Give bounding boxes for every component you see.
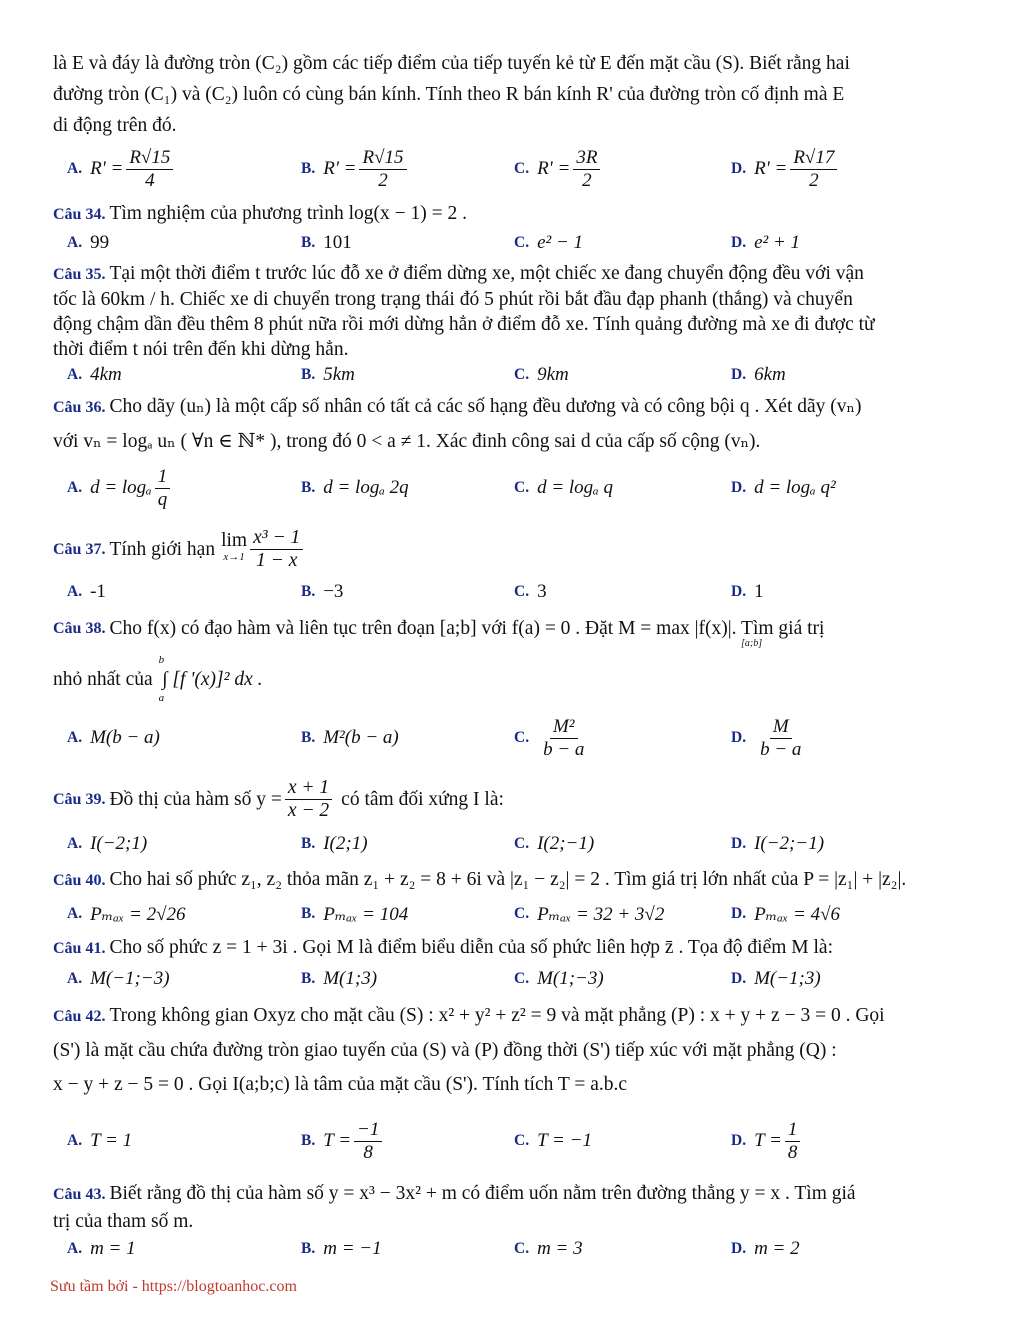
option-c[interactable]: C. R' = $\frac{3R}{2}$ xyxy=(514,141,603,197)
option-c[interactable]: C. 9km xyxy=(514,364,569,385)
question-text-line-1: Tại một thời điểm t trước lúc đỗ xe ở điểm dừng xe, một chiếc xe đang chuyển động đều với vận xyxy=(109,263,864,284)
question-38-line-2: nhỏ nhất của b a ∫ [f '(x)]² dx . xyxy=(53,654,263,704)
option-b[interactable]: B. T = $\frac{-1}{8}$ xyxy=(301,1106,385,1176)
q41-options xyxy=(53,962,981,996)
fraction: $\frac{\text{M²}}{b - a}$ xyxy=(543,715,585,760)
q38-options xyxy=(53,708,981,768)
option-a[interactable]: A. M(b − a) xyxy=(67,727,160,748)
question-label: Câu 37. xyxy=(53,540,106,558)
option-d[interactable]: D. 6km xyxy=(731,364,786,385)
question-label: Câu 41. xyxy=(53,940,106,957)
option-d[interactable]: D. m = 2 xyxy=(731,1238,800,1259)
fraction: $\frac{x + 1}{x - 2}$ xyxy=(285,777,332,822)
q37-options xyxy=(53,577,981,607)
option-a[interactable]: A. m = 1 xyxy=(67,1238,136,1259)
question-text-line-1: Cho dãy (uₙ) là một cấp số nhân có tất cả các số hạng đều dương và có công bội q . Xét dãy (vₙ) xyxy=(109,396,862,417)
q34-options xyxy=(53,228,981,258)
option-b[interactable]: B. 101 xyxy=(301,232,352,253)
option-b[interactable]: B. M(1;3) xyxy=(301,968,378,989)
option-d[interactable]: D. d = logₐ q² xyxy=(731,477,836,498)
question-text: Cho hai số phức z₁, z₂ thỏa mãn z₁ + z₂ = 8 + 6i và |z₁ − z₂| = 2 . Tìm giá trị lớn nhất của P = |z₁| + |z₂|. xyxy=(109,869,907,890)
option-c[interactable]: C. T = −1 xyxy=(514,1130,592,1151)
option-b[interactable]: B. M²(b − a) xyxy=(301,727,399,748)
option-b[interactable]: B. −3 xyxy=(301,581,344,602)
fraction: $\frac{R√15}{4}$ xyxy=(126,147,173,192)
intro-line-1: là E và đáy là đường tròn (C₂) gồm các tiếp điểm của tiếp tuyến kẻ từ E đến mặt cầu (S). Biết rằng hai xyxy=(53,53,850,74)
intro-options xyxy=(53,141,981,197)
option-c[interactable]: C. 3 xyxy=(514,581,547,602)
fraction: $\frac{R√15}{2}$ xyxy=(359,147,406,192)
question-35 xyxy=(53,261,981,287)
question-36 xyxy=(53,391,981,424)
question-36-line-2: với vₙ = logₐ uₙ ( ∀n ∈ ℕ* ), trong đó 0 < a ≠ 1. Xác đinh công sai d của cấp số cộng (vₙ). xyxy=(53,431,761,452)
fraction: $\frac{M}{b - a}$ xyxy=(760,715,802,760)
q43-options xyxy=(53,1234,981,1264)
option-a[interactable]: A. R' = $\frac{R√15}{4}$ xyxy=(67,141,176,197)
option-a[interactable]: A. -1 xyxy=(67,581,106,602)
question-42 xyxy=(53,999,981,1034)
option-c[interactable]: C. e² − 1 xyxy=(514,232,584,253)
fraction: $\frac{3R}{2}$ xyxy=(573,147,600,192)
question-label: Câu 39. xyxy=(53,790,106,808)
option-d[interactable]: D. M(−1;3) xyxy=(731,968,821,989)
q40-options xyxy=(53,897,981,931)
question-42-line-3: x − y + z − 5 = 0 . Gọi I(a;b;c) là tâm của mặt cầu (S'). Tính tích T = a.b.c xyxy=(53,1074,628,1095)
intro-line-3: di động trên đó. xyxy=(53,115,177,136)
option-c[interactable]: C. I(2;−1) xyxy=(514,833,595,854)
option-d[interactable]: D. Pₘₐₓ = 4√6 xyxy=(731,903,841,925)
option-d[interactable]: D. $\frac{M}{b - a}$ xyxy=(731,708,807,768)
option-b[interactable]: B. 5km xyxy=(301,364,355,385)
fraction: $\frac{\text{x³ − 1}}{1 - x}$ xyxy=(250,527,303,572)
q42-options xyxy=(53,1106,981,1176)
question-text: Tìm nghiệm của phương trình log(x − 1) = 2 . xyxy=(109,203,467,224)
footer-source-link[interactable]: Sưu tầm bởi - https://blogtoanhoc.com xyxy=(50,1278,297,1295)
integral: ∫ [f '(x)]² dx . xyxy=(162,668,263,690)
fraction: $\frac{-1}{8}$ xyxy=(354,1119,382,1164)
fraction: $\frac{1}{q}$ xyxy=(155,466,171,511)
question-label: Câu 34. xyxy=(53,206,106,223)
option-c[interactable]: C. m = 3 xyxy=(514,1238,583,1259)
option-a[interactable]: A. d = logₐ $\frac{1}{q}$ xyxy=(67,458,173,518)
question-42-line-2: (S') là mặt cầu chứa đường tròn giao tuyến của (S) và (P) đồng thời (S') tiếp xúc với mặt phẳng (Q) : xyxy=(53,1040,837,1061)
question-text-line-1: Biết rằng đồ thị của hàm số y = x³ − 3x² + m có điểm uốn nằm trên đường thẳng y = x . Tìm giá xyxy=(109,1183,856,1204)
option-a[interactable]: A. Pₘₐₓ = 2√26 xyxy=(67,903,186,925)
max-subscript: [a;b] xyxy=(741,638,763,649)
q35-options xyxy=(53,362,981,388)
question-text-line-1: Cho f(x) có đạo hàm và liên tục trên đoạn [a;b] với f(a) = 0 . Đặt M = max |f(x)|. Tìm giá trị xyxy=(109,617,825,639)
limit: lim x→1 xyxy=(221,530,248,563)
option-b[interactable]: B. R' = $\frac{R√15}{2}$ xyxy=(301,141,410,197)
option-d[interactable]: D. R' = $\frac{R√17}{2}$ xyxy=(731,141,840,197)
option-d[interactable]: D. 1 xyxy=(731,581,764,602)
question-35-line-4: thời điểm t nói trên đến khi dừng hẳn. xyxy=(53,339,349,360)
option-d[interactable]: D. I(−2;−1) xyxy=(731,833,825,854)
option-c[interactable]: C. M(1;−3) xyxy=(514,968,604,989)
option-a[interactable]: A. M(−1;−3) xyxy=(67,968,170,989)
option-c[interactable]: C. $\frac{\text{M²}}{b - a}$ xyxy=(514,708,590,768)
option-a[interactable]: A. T = 1 xyxy=(67,1130,133,1151)
option-a[interactable]: A. I(−2;1) xyxy=(67,833,148,854)
question-label: Câu 43. xyxy=(53,1186,106,1203)
question-41 xyxy=(53,934,981,962)
option-a[interactable]: A. 4km xyxy=(67,364,122,385)
question-43 xyxy=(53,1179,981,1210)
question-40 xyxy=(53,864,981,897)
question-text: Tính giới hạn xyxy=(109,538,216,560)
question-43-line-2: trị của tham số m. xyxy=(53,1211,194,1232)
question-label: Câu 40. xyxy=(53,872,106,889)
question-label: Câu 35. xyxy=(53,266,106,283)
fraction: $\frac{1}{8}$ xyxy=(785,1119,801,1164)
question-label: Câu 38. xyxy=(53,619,106,637)
q36-options xyxy=(53,458,981,518)
question-text: Cho số phức z = 1 + 3i . Gọi M là điểm biểu diễn của số phức liên hợp z̄ . Tọa độ điểm M là: xyxy=(109,937,834,958)
integral-bounds: b a xyxy=(158,654,165,704)
question-35-line-2: tốc là 60km / h. Chiếc xe di chuyển trong trạng thái đó 5 phút rồi bắt đầu đạp phanh (thắng) và chuyển xyxy=(53,289,853,310)
question-label: Câu 42. xyxy=(53,1008,106,1025)
question-34 xyxy=(53,200,981,228)
option-d[interactable]: D. T = $\frac{1}{8}$ xyxy=(731,1106,803,1176)
question-label: Câu 36. xyxy=(53,399,106,416)
question-37 xyxy=(53,521,981,577)
question-39: Câu 39. Đồ thị của hàm số y = $\frac{x + 1}{x - 2}$ có tâm đối xứng I là: xyxy=(53,776,504,821)
fraction: $\frac{R√17}{2}$ xyxy=(790,147,837,192)
question-35-line-3: động chậm dần đều thêm 8 phút nữa rồi mới dừng hẳn ở điểm đỗ xe. Tính quảng đường mà xe đi được từ xyxy=(53,314,875,335)
option-b[interactable]: B. m = −1 xyxy=(301,1238,382,1259)
option-b[interactable]: B. I(2;1) xyxy=(301,833,368,854)
option-b[interactable]: B. Pₘₐₓ = 104 xyxy=(301,903,409,925)
option-c[interactable]: C. d = logₐ q xyxy=(514,477,613,498)
option-c[interactable]: C. Pₘₐₓ = 32 + 3√2 xyxy=(514,903,665,925)
option-d[interactable]: D. e² + 1 xyxy=(731,232,801,253)
option-b[interactable]: B. d = logₐ 2q xyxy=(301,477,409,498)
question-text-line-1: Trong không gian Oxyz cho mặt cầu (S) : x² + y² + z² = 9 và mặt phẳng (P) : x + y + z − 3 = 0 . Gọi xyxy=(109,1005,885,1026)
q39-options xyxy=(53,827,981,861)
document-page xyxy=(53,48,981,1264)
intro-line-2: đường tròn (C₁) và (C₂) luôn có cùng bán kính. Tính theo R bán kính R' của đường tròn cố định mà E xyxy=(53,84,845,105)
option-a[interactable]: A. 99 xyxy=(67,232,110,253)
